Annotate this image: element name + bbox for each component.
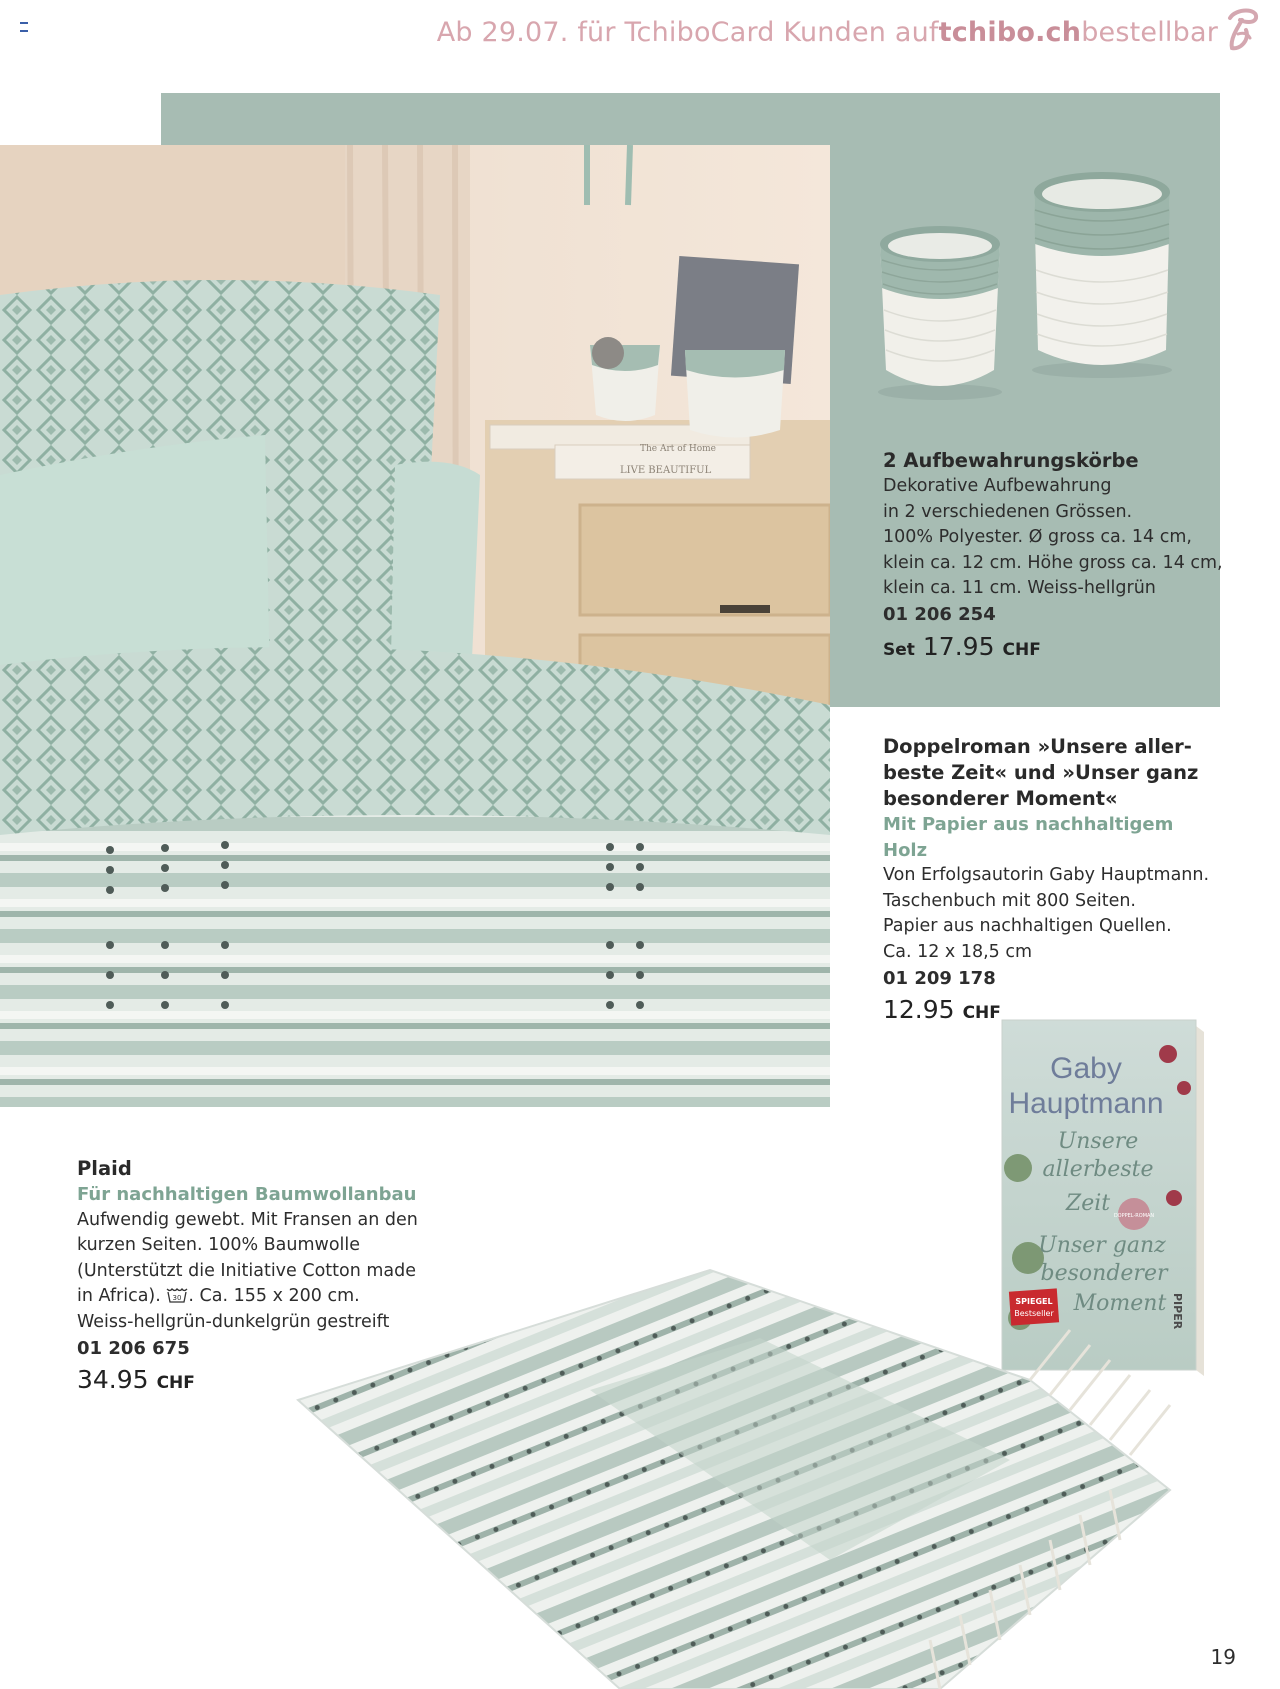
baskets-price-row: [883, 631, 1223, 664]
page-number: 19: [1210, 1645, 1236, 1669]
cover-publisher: PIPER: [1171, 1293, 1184, 1330]
cover-title-script: Moment: [1073, 1291, 1167, 1316]
cover-sticker-line1: SPIEGEL: [1015, 1297, 1053, 1306]
plaid-title: Plaid: [77, 1157, 132, 1180]
bedroom-scene: [0, 145, 830, 1107]
wash-label: 30: [172, 1294, 182, 1303]
corner-mark: [20, 22, 28, 32]
baskets-line: klein ca. 12 cm. Höhe gross ca. 14 cm,: [883, 552, 1223, 573]
plaid-line: Aufwendig gewebt. Mit Fransen an den: [77, 1209, 418, 1230]
baskets-line: 100% Polyester. Ø gross ca. 14 cm,: [883, 527, 1192, 548]
plaid-line: (Unterstützt die Initiative Cotton made: [77, 1260, 417, 1281]
book-article-number: 01 209 178: [883, 967, 996, 989]
bedroom-photo: [0, 145, 830, 1107]
baskets-photo: [870, 170, 1190, 410]
cover-sticker-line2: Bestseller: [1014, 1309, 1054, 1318]
baskets-price-prefix: Set: [883, 639, 915, 660]
cover-title-script: Unser ganz: [1038, 1233, 1166, 1258]
book-title-line: Doppelroman »Unsere aller-: [883, 735, 1192, 758]
tchibo-logo-icon: [1216, 4, 1266, 54]
banner-prefix: Ab 29.07. für TchiboCard Kunden auf: [436, 16, 939, 48]
book-title-line: beste Zeit« und »Unser ganz: [883, 761, 1199, 784]
wash-30-icon: [166, 1287, 188, 1303]
book-spine-1: The Art of Home: [640, 444, 717, 454]
plaid-price: 34.95: [77, 1365, 149, 1395]
plaid-tagline: Für nachhaltigen Baumwollanbau: [77, 1184, 417, 1205]
plaid-line-suffix: . Ca. 155 x 200 cm.: [188, 1286, 360, 1307]
plaid-photo: [290, 1260, 1220, 1689]
baskets-article-number: 01 206 254: [883, 603, 996, 625]
cover-title-script: besonderer: [1040, 1261, 1168, 1286]
product-baskets: [883, 448, 1223, 663]
banner-site[interactable]: tchibo.ch: [938, 16, 1082, 48]
baskets-currency: CHF: [1002, 639, 1041, 660]
cover-badge: DOPPEL-ROMAN: [1113, 1213, 1155, 1219]
cover-author-line2: Hauptmann: [1008, 1087, 1164, 1120]
book-tagline: Mit Papier aus nachhaltigem Holz: [883, 814, 1174, 861]
product-book: [883, 734, 1223, 1027]
book-price: 12.95: [883, 995, 955, 1025]
plaid-line: kurzen Seiten. 100% Baumwolle: [77, 1235, 361, 1256]
book-line: Taschenbuch mit 800 Seiten.: [883, 890, 1136, 911]
baskets-line: Dekorative Aufbewahrung: [883, 476, 1112, 496]
cover-author-line1: Gaby: [1050, 1052, 1122, 1085]
plaid-article-number: 01 206 675: [77, 1337, 190, 1359]
cover-title-script: Unsere: [1057, 1129, 1139, 1154]
plaid-currency: CHF: [156, 1373, 195, 1394]
baskets-price: 17.95: [922, 631, 995, 661]
book-line: Von Erfolgsautorin Gaby Hauptmann.: [883, 865, 1210, 886]
plaid-line-prefix: in Africa).: [77, 1286, 161, 1307]
cover-title-script: Zeit: [1065, 1191, 1111, 1216]
baskets-line: klein ca. 11 cm. Weiss-hellgrün: [883, 578, 1156, 599]
plaid-line: Weiss-hellgrün-dunkelgrün gestreift: [77, 1311, 390, 1332]
cover-title-script: allerbeste: [1042, 1157, 1154, 1182]
baskets-line: in 2 verschiedenen Grössen.: [883, 501, 1133, 522]
banner-suffix: bestellbar: [1081, 16, 1218, 48]
book-currency: CHF: [962, 1003, 1001, 1024]
baskets-title: 2 Aufbewahrungskörbe: [883, 449, 1139, 472]
book-spine-2: LIVE BEAUTIFUL: [620, 465, 712, 476]
book-line: Ca. 12 x 18,5 cm: [883, 941, 1033, 962]
book-line: Papier aus nachhaltigen Quellen.: [883, 916, 1172, 937]
book-title-line: besonderer Moment«: [883, 787, 1118, 810]
header-banner: [437, 12, 1218, 52]
